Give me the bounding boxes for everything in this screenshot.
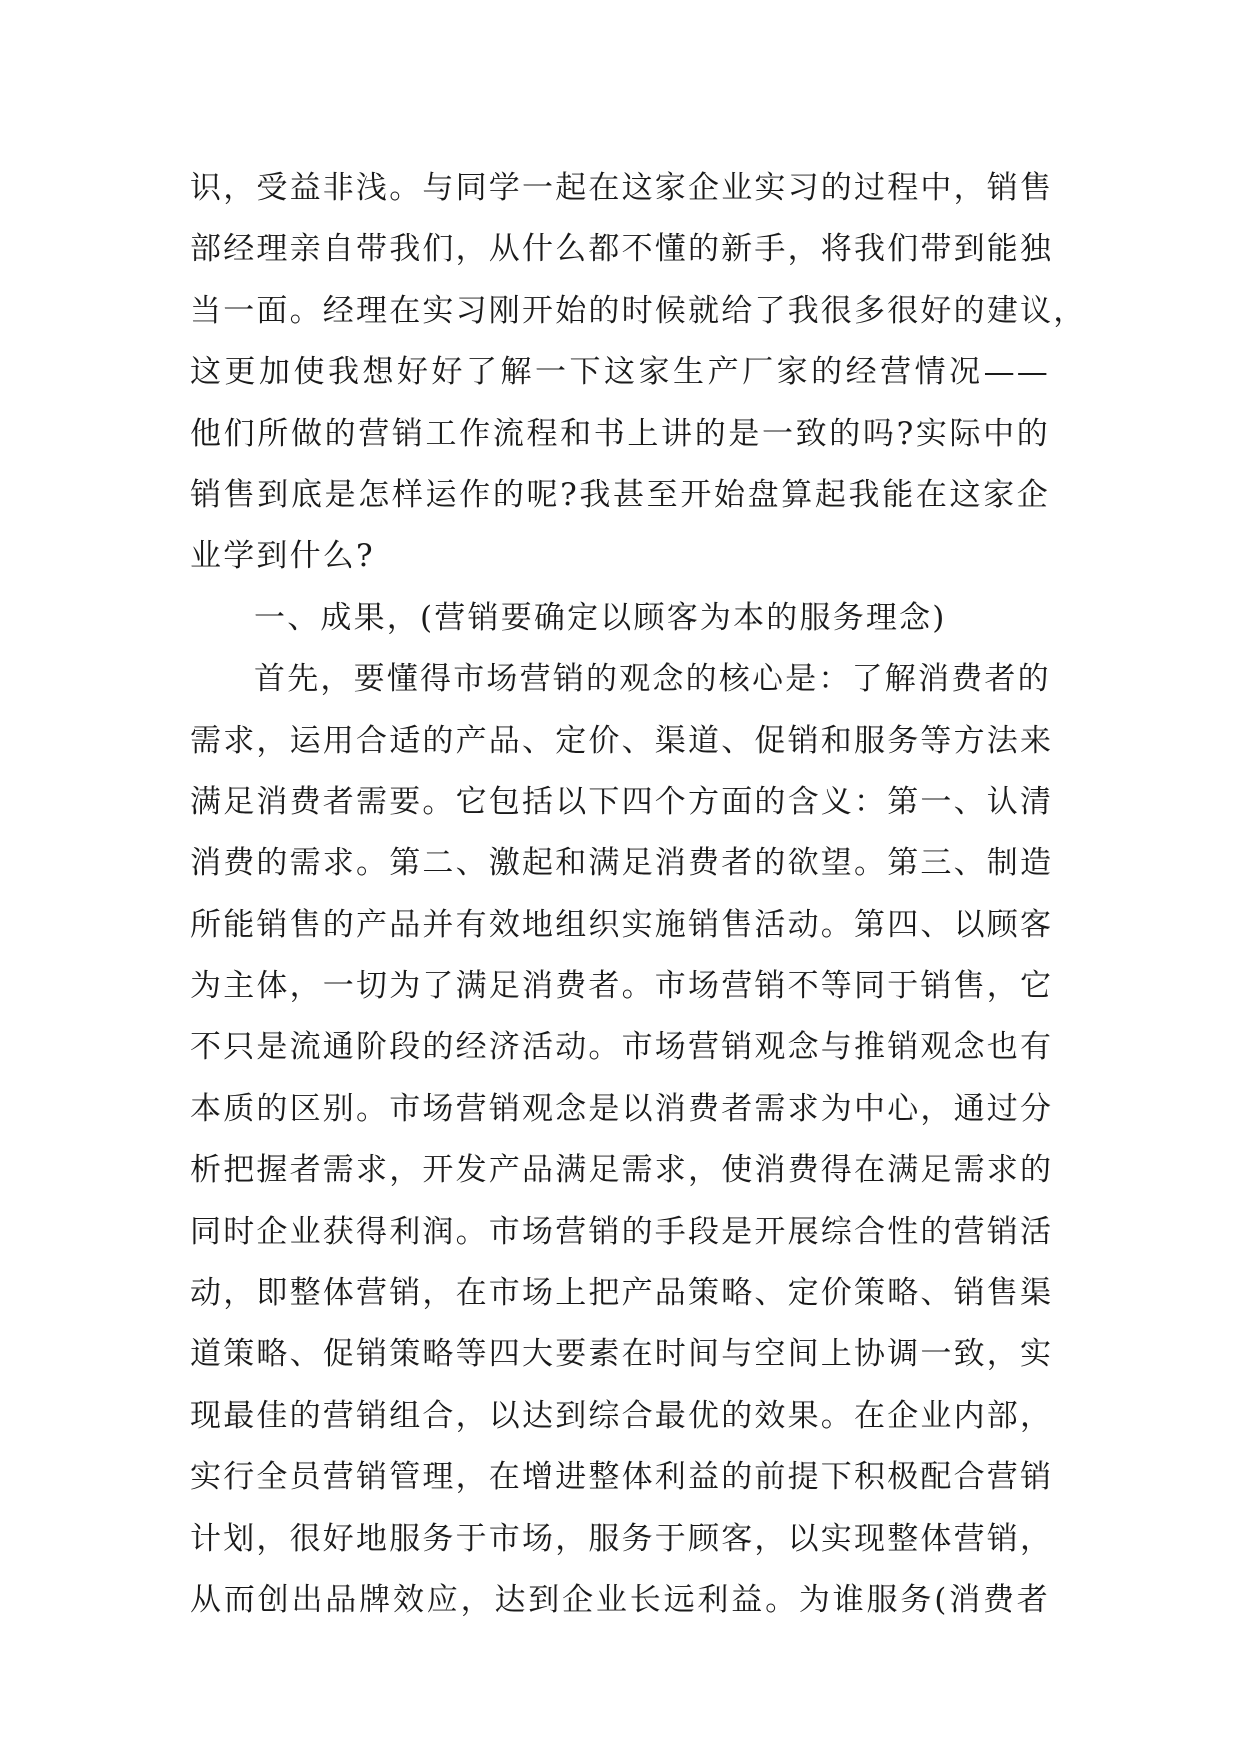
text-line: 部经理亲自带我们，从什么都不懂的新手，将我们带到能独 (190, 231, 1054, 268)
text-line: 实行全员营销管理，在增进整体利益的前提下积极配合营销 (190, 1459, 1054, 1496)
text-line: 消费的需求。第二、激起和满足消费者的欲望。第三、制造 (190, 845, 1054, 882)
text-line: 他们所做的营销工作流程和书上讲的是一致的吗?实际中的 (190, 415, 1050, 452)
text-line: 从而创出品牌效应，达到企业长远利益。为谁服务(消费者 (190, 1581, 1050, 1618)
text-line: 同时企业获得利润。市场营销的手段是开展综合性的营销活 (190, 1213, 1054, 1250)
text-line: 本质的区别。市场营销观念是以消费者需求为中心，通过分 (190, 1090, 1054, 1127)
text-line: 为主体，一切为了满足消费者。市场营销不等同于销售，它 (190, 968, 1054, 1005)
text-line: 析把握者需求，开发产品满足需求，使消费得在满足需求的 (190, 1152, 1054, 1189)
text-line: 这更加使我想好好了解一下这家生产厂家的经营情况—— (190, 354, 1050, 391)
section-heading: 一、成果，(营销要确定以顾客为本的服务理念) (254, 599, 947, 636)
text-line: 所能销售的产品并有效地组织实施销售活动。第四、以顾客 (190, 906, 1054, 943)
text-line: 业学到什么? (190, 538, 375, 575)
text-line: 需求，运用合适的产品、定价、渠道、促销和服务等方法来 (190, 722, 1054, 759)
text-line: 当一面。经理在实习刚开始的时候就给了我很多很好的建议， (190, 292, 1087, 329)
body-text (190, 158, 1087, 1631)
text-line: 识，受益非浅。与同学一起在这家企业实习的过程中，销售 (190, 170, 1054, 206)
text-line: 满足消费者需要。它包括以下四个方面的含义：第一、认清 (190, 783, 1054, 820)
text-line: 现最佳的营销组合，以达到综合最优的效果。在企业内部， (190, 1397, 1054, 1434)
text-line: 销售到底是怎样运作的呢?我甚至开始盘算起我能在这家企 (190, 476, 1050, 513)
text-line: 首先，要懂得市场营销的观念的核心是：了解消费者的 (254, 661, 1051, 698)
text-line: 动，即整体营销，在市场上把产品策略、定价策略、销售渠 (190, 1275, 1054, 1312)
text-line: 不只是流通阶段的经济活动。市场营销观念与推销观念也有 (190, 1029, 1054, 1066)
text-line: 计划，很好地服务于市场，服务于顾客，以实现整体营销， (190, 1520, 1054, 1557)
text-line: 道策略、促销策略等四大要素在时间与空间上协调一致，实 (190, 1336, 1054, 1373)
